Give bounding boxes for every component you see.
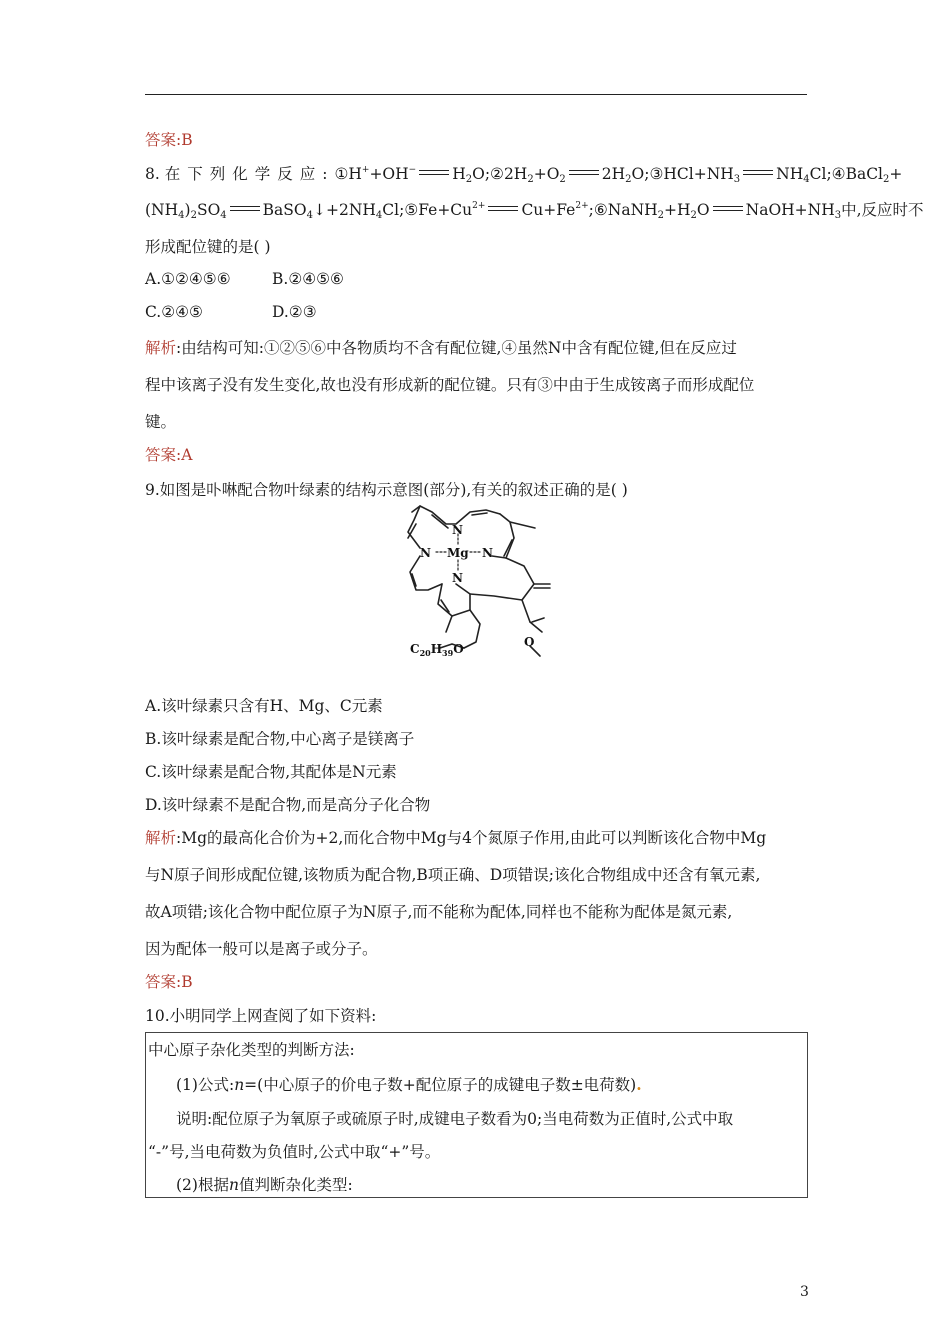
q7-answer: 答案:B	[145, 131, 193, 149]
box-formula: (1)公式:n=(中心原子的价电子数+配位原子的成键电子数±电荷数).	[176, 1075, 642, 1094]
q9-analysis-line1: 解析:Mg的最高化合价为+2,而化合物中Mg与4个氮原子作用,由此可以判断该化合物中Mg	[145, 829, 767, 847]
atom-n-right: N	[482, 546, 493, 560]
atom-mg: Mg	[447, 546, 469, 560]
q8-analysis-line3: 键。	[145, 413, 177, 431]
q8-line3: 形成配位键的是( )	[145, 238, 271, 256]
q9-analysis-line3: 故A项错;该化合物中配位原子为N原子,而不能称为配体,同样也不能称为配体是氮元素,	[145, 903, 733, 921]
q9-analysis-line4: 因为配体一般可以是离子或分子。	[145, 940, 378, 958]
atom-n-top: N	[452, 523, 463, 537]
header-rule	[145, 94, 807, 95]
equals-sign	[419, 170, 449, 175]
q9-answer: 答案:B	[145, 973, 193, 991]
q8-option-c: C.②④⑤	[145, 303, 203, 321]
q10-stem: 10.小明同学上网查阅了如下资料:	[145, 1007, 377, 1025]
box-step2: (2)根据n值判断杂化类型:	[176, 1176, 353, 1194]
q8-line1: 8. 在下列化学反应:①H++OH− $H_2O;②2H_2+O_2$ $2H_2O;③HCl+NH_3$ $NH_4Cl;④BaCl_2+$	[145, 165, 903, 185]
q8-line2: $(NH_4)_2SO_4$ $BaSO_4↓+2NH_4Cl;⑤Fe+Cu^{2+}$ $Cu+Fe^{2+};⑥NaNH_2+H_2O$ $NaOH+NH_3$中,反应时不	[145, 201, 924, 221]
analysis-label: 解析	[145, 339, 177, 357]
q8-stem: 在下列化学反应:	[164, 165, 335, 183]
analysis-label: 解析	[145, 829, 177, 847]
q9-option-a: A.该叶绿素只含有H、Mg、C元素	[145, 697, 383, 715]
box-title: 中心原子杂化类型的判断方法:	[148, 1041, 355, 1059]
equals-sign	[488, 206, 518, 211]
q9-option-d: D.该叶绿素不是配合物,而是高分子化合物	[145, 796, 431, 814]
q8-option-d: D.②③	[272, 303, 317, 321]
box-note-line1: 说明:配位原子为氧原子或硫原子时,成键电子数看为0;当电荷数为正值时,公式中取	[176, 1110, 734, 1128]
page-number: 3	[800, 1284, 809, 1300]
phytyl-label: $C_{20}H_{39}O$	[410, 642, 464, 658]
q8-answer: 答案:A	[145, 446, 193, 464]
q8-option-b: B.②④⑤⑥	[272, 270, 344, 288]
q9-stem: 9.如图是卟啉配合物叶绿素的结构示意图(部分),有关的叙述正确的是( )	[145, 481, 628, 499]
q9-analysis-line2: 与N原子间形成配位键,该物质为配合物,B项正确、D项错误;该化合物组成中还含有氧元素,	[145, 866, 761, 884]
equals-sign	[743, 170, 773, 175]
equals-sign	[713, 206, 743, 211]
q10-info-box	[145, 1032, 808, 1198]
atom-n-bottom: N	[452, 571, 463, 585]
q8-number: 8.	[145, 165, 160, 183]
atom-n-left: N	[420, 546, 431, 560]
q9-option-b: B.该叶绿素是配合物,中心离子是镁离子	[145, 730, 415, 748]
equals-sign	[569, 170, 599, 175]
atom-o-ester: O	[524, 635, 535, 649]
equals-sign	[230, 206, 260, 211]
q9-option-c: C.该叶绿素是配合物,其配体是N元素	[145, 763, 397, 781]
box-note-line2: “-”号,当电荷数为负值时,公式中取“+”号。	[148, 1143, 441, 1161]
q8-option-a: A.①②④⑤⑥	[145, 270, 231, 288]
chlorophyll-structure-figure	[400, 500, 560, 660]
q8-analysis-line2: 程中该离子没有发生变化,故也没有形成新的配位键。只有③中由于生成铵离子而形成配位	[145, 376, 755, 394]
q8-analysis-line1: 解析:由结构可知:①②⑤⑥中各物质均不含有配位键,④虽然N中含有配位键,但在反应过	[145, 339, 737, 357]
